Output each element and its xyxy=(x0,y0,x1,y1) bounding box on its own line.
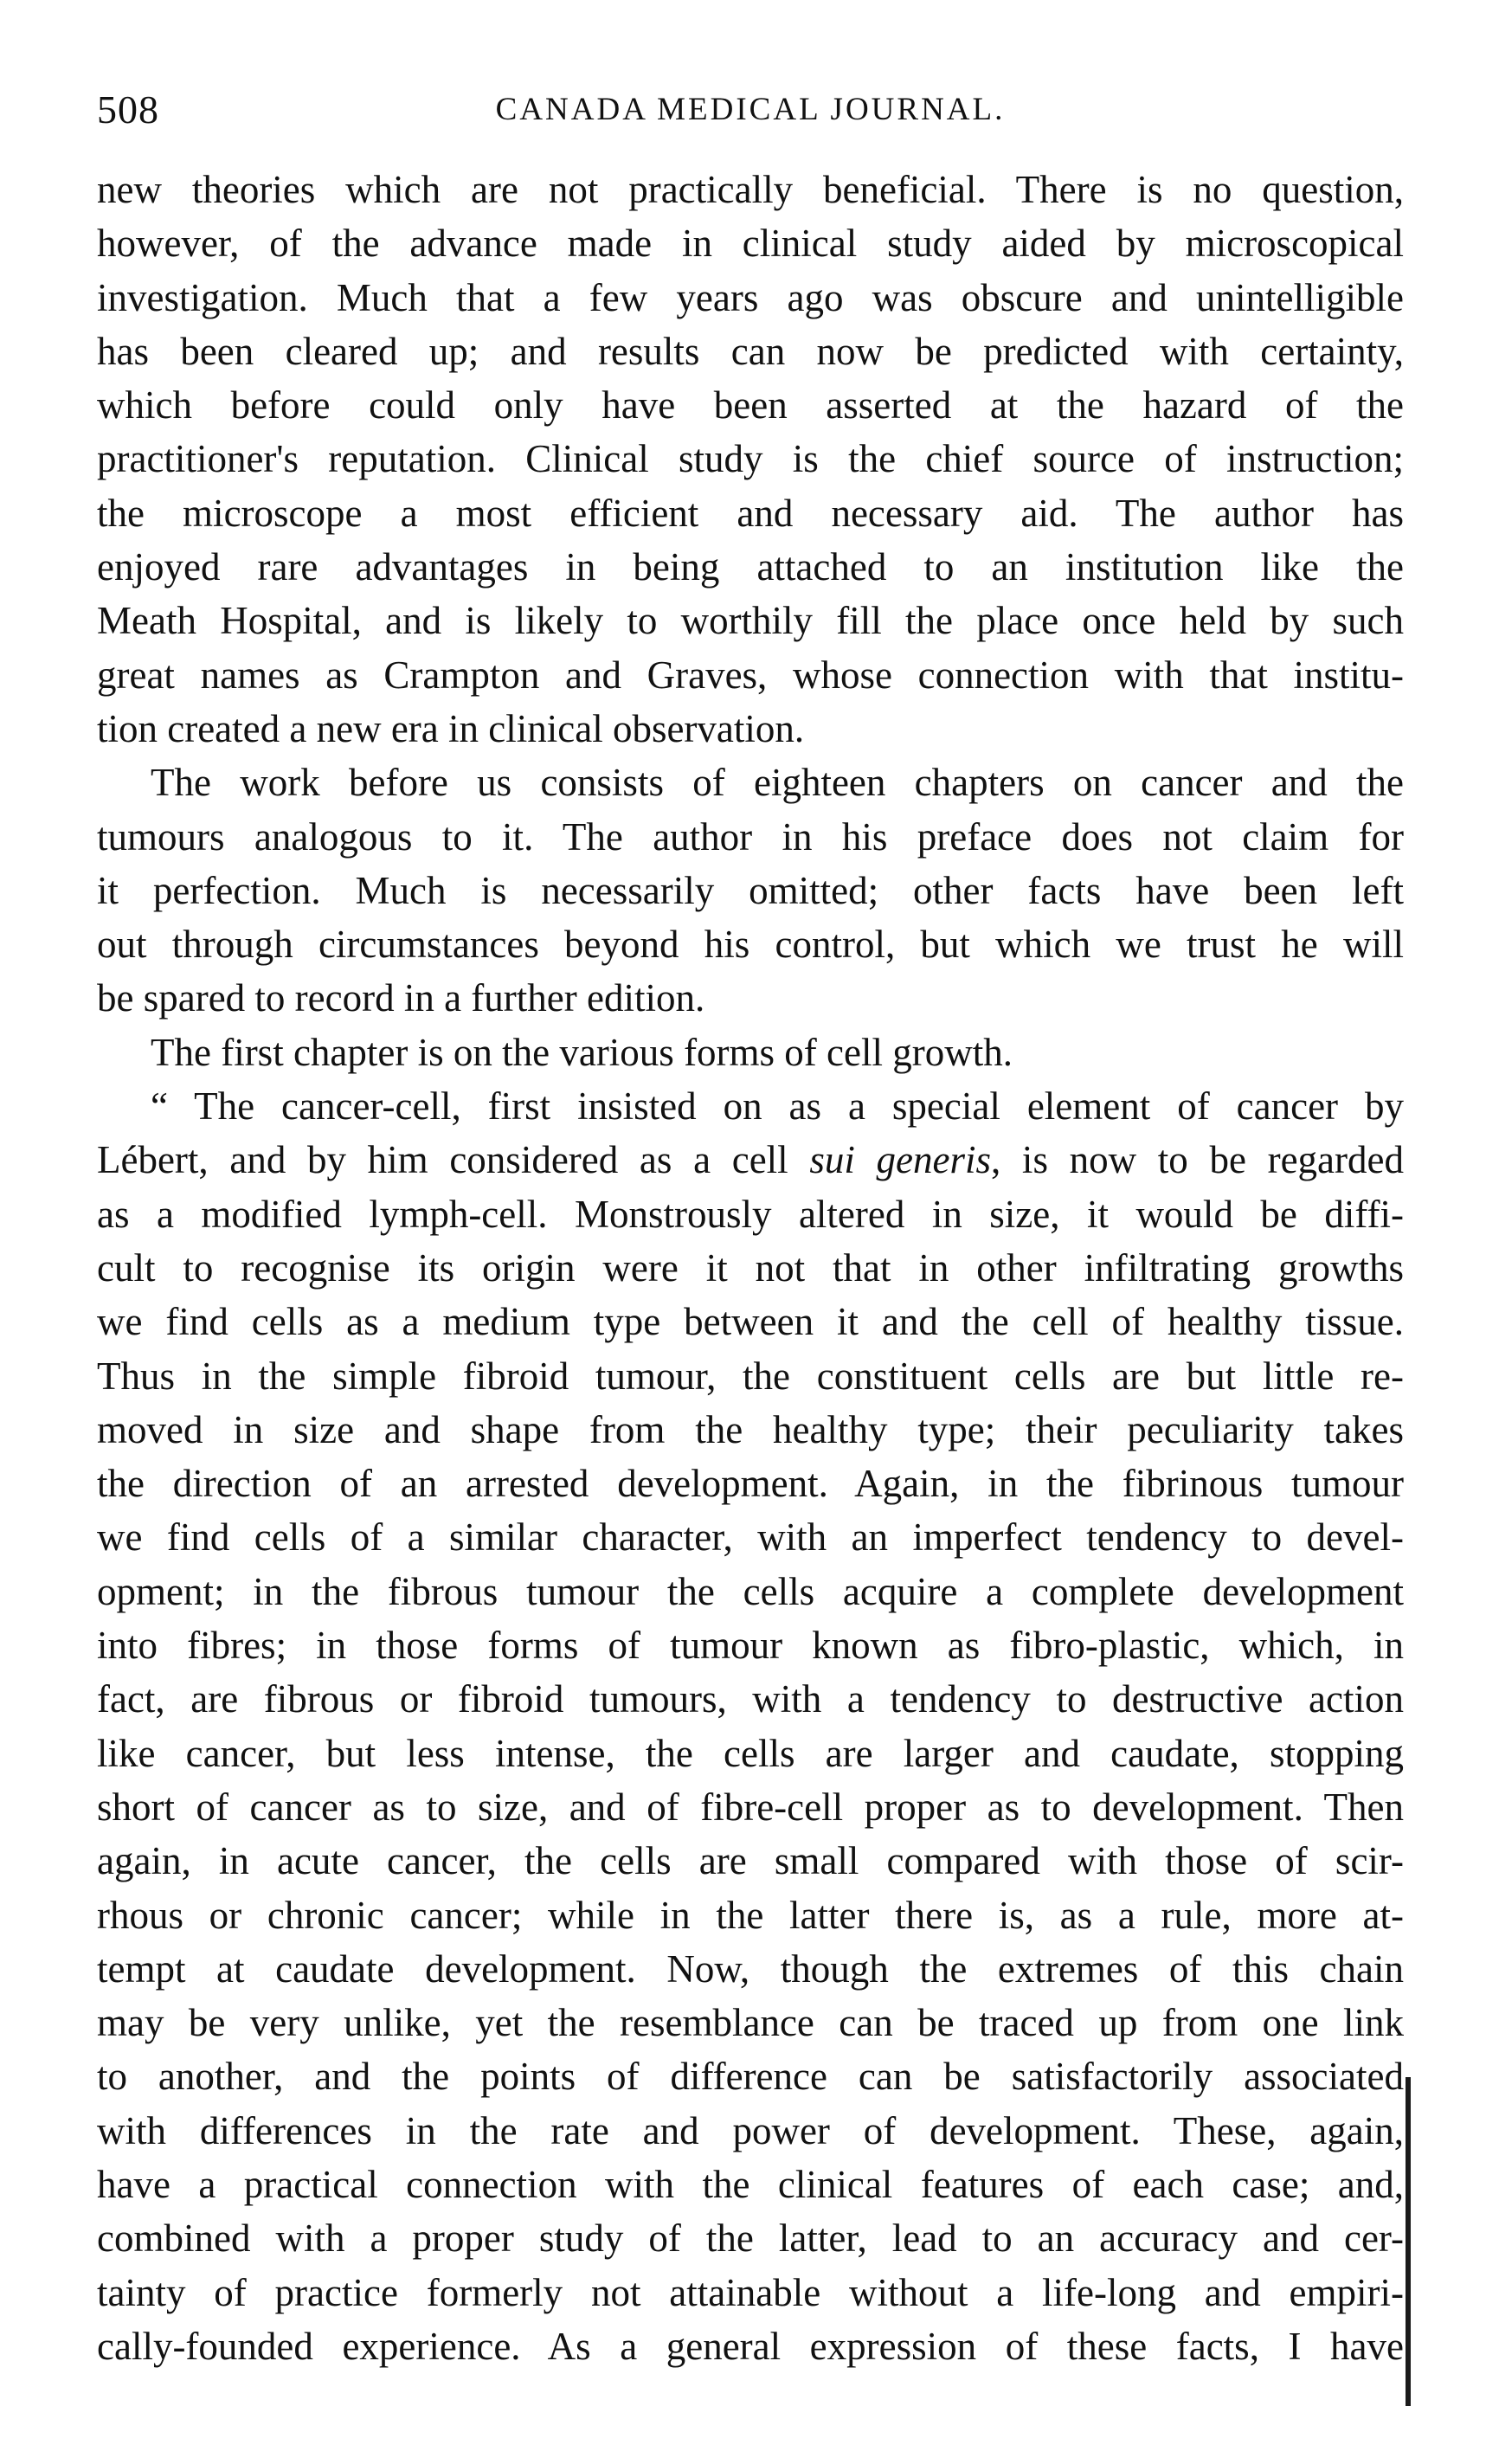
text-line: rhous or chronic cancer; while in the latter there is, as a rule, more at- xyxy=(97,1893,1404,1937)
text-line: Meath Hospital, and is likely to worthily fill the place once held by such xyxy=(97,599,1404,643)
text-line: enjoyed rare advantages in being attached to an institution like the xyxy=(97,545,1404,589)
text-line: new theories which are not practically beneficial. There is no question, xyxy=(97,168,1404,211)
text-line: Thus in the simple fibroid tumour, the constituent cells are but little re- xyxy=(97,1354,1404,1398)
text-line: The first chapter is on the various forms of cell growth. xyxy=(151,1030,1013,1074)
text-line: like cancer, but less intense, the cells are larger and caudate, stopping xyxy=(97,1731,1404,1775)
text-line: investigation. Much that a few years ago was obscure and unintelligible xyxy=(97,275,1404,319)
text-line: tainty of practice formerly not attainable without a life-long and empiri- xyxy=(97,2270,1404,2314)
text-line: tumours analogous to it. The author in his preface does not claim for xyxy=(97,814,1404,859)
running-title: CANADA MEDICAL JOURNAL. xyxy=(495,92,1006,127)
text-line: opment; in the fibrous tumour the cells acquire a complete development xyxy=(97,1569,1404,1613)
text-line: into fibres; in those forms of tumour known as fibro-plastic, which, in xyxy=(97,1624,1404,1668)
text-line: we find cells of a similar character, with an imperfect tendency to devel- xyxy=(97,1515,1404,1560)
text-line: moved in size and shape from the healthy type; their peculiarity takes xyxy=(97,1407,1404,1451)
text-line: which before could only have been asserted at the hazard of the xyxy=(97,383,1404,428)
text-line: great names as Crampton and Graves, whose connection with that institu- xyxy=(97,653,1404,697)
text-line: again, in acute cancer, the cells are small compared with those of scir- xyxy=(97,1839,1404,1883)
text-line: as a modified lymph-cell. Monstrously altered in size, it would be diffi- xyxy=(97,1192,1404,1236)
text-line: may be very unlike, yet the resemblance can be traced up from one link xyxy=(97,2001,1404,2045)
page-number: 508 xyxy=(97,87,159,132)
text-line: we find cells as a medium type between it and the cell of healthy tissue. xyxy=(97,1300,1404,1344)
article-body xyxy=(97,163,1404,2373)
text-line: the direction of an arrested development. Again, in the fibrinous tumour xyxy=(97,1462,1404,1506)
text-line: with differences in the rate and power of development. These, again, xyxy=(97,2108,1404,2152)
text-line: be spared to record in a further edition. xyxy=(97,976,705,1020)
text-line: however, of the advance made in clinical study aided by microscopical xyxy=(97,222,1404,266)
text-line: have a practical connection with the clinical features of each case; and, xyxy=(97,2162,1404,2206)
text-line: combined with a proper study of the latter, lead to an accuracy and cer- xyxy=(97,2216,1404,2261)
text-line: tempt at caudate development. Now, though the extremes of this chain xyxy=(97,1946,1404,1991)
text-line: cult to recognise its origin were it not that in other infiltrating growths xyxy=(97,1245,1404,1290)
text-line: “ The cancer-cell, first insisted on as a special element of cancer by xyxy=(151,1084,1404,1129)
text-line: fact, are fibrous or fibroid tumours, with a tendency to destructive action xyxy=(97,1677,1404,1721)
text-line: has been cleared up; and results can now be predicted with certainty, xyxy=(97,329,1404,373)
text-line: cally-founded experience. As a general expression of these facts, I have xyxy=(97,2324,1404,2368)
text-line: tion created a new era in clinical observation. xyxy=(97,706,805,750)
text-line: the microscope a most efficient and necessary aid. The author has xyxy=(97,491,1404,535)
text-line: to another, and the points of difference can be satisfactorily associated xyxy=(97,2055,1404,2099)
text-line: The work before us consists of eighteen chapters on cancer and the xyxy=(151,761,1404,805)
page-header xyxy=(97,80,1404,140)
text-line: out through circumstances beyond his control, but which we trust he will xyxy=(97,923,1404,967)
text-line: practitioner's reputation. Clinical study is the chief source of instruction; xyxy=(97,437,1404,481)
page-edge-shadow xyxy=(1406,2077,1411,2406)
italic-term: sui generis xyxy=(809,1138,992,1182)
text-line: Lébert, and by him considered as a cell sui generis, is now to be regarded xyxy=(97,1138,1404,1182)
text-line: short of cancer as to size, and of fibre-cell proper as to development. Then xyxy=(97,1785,1404,1829)
text-line: it perfection. Much is necessarily omitted; other facts have been left xyxy=(97,868,1404,912)
